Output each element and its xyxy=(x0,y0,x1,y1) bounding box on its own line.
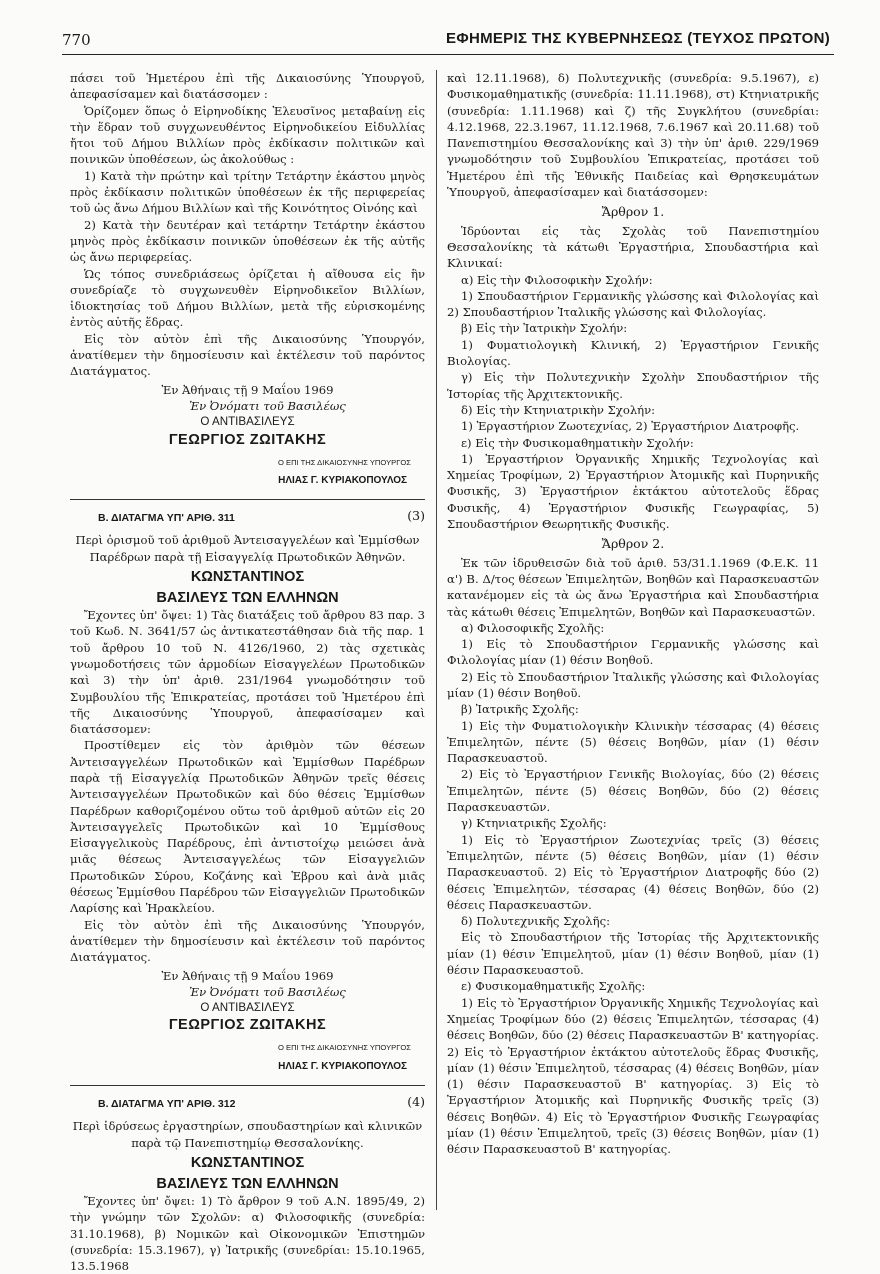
list-item: 1) Εἰς τὸ Ἐργαστήριον Ὀργανικῆς Χημικῆς Τεχνολογίας καὶ Χημείας Τροφίμων δύο (2) θέσεις Ἐπιμελητῶν, τέσσαρας (4) θέσεις Βοηθῶν, δύο (2) θέσεις Παρασκευαστῶν Β' κατηγορίας. 2) Εἰς τὸ Ἐργαστήριον ἐκτάκτου αὐτοτελοῦς ἕδρας Φυσικῆς, μίαν (1) θέσιν Ἐπιμελητοῦ, τέσσαρας (4) θέσεις Βοηθῶν, μίαν (1) θέσιν Παρασκευαστοῦ Β' κατηγορίας. 3) Εἰς τὸ Ἐργαστήριον Ἀτομικῆς καὶ Πυρηνικῆς Φυσικῆς τρεῖς (3) θέσεις Βοηθῶν. 4) Εἰς τὸ Ἐργαστήριον Φυσικῆς Γεωγραφίας μίαν (1) θέσιν Ἐπιμελητοῦ, τρεῖς (3) θέσεις Βοηθῶν, μίαν (1) θέσιν Παρασκευαστοῦ Β' κατηγορίας. xyxy=(447,995,819,1157)
list-item: α) Φιλοσοφικῆς Σχολῆς: xyxy=(461,620,605,635)
list-item: 1) Σπουδαστήριον Γερμανικῆς γλώσσης καὶ Φιλολογίας καὶ 2) Σπουδαστήριον Ἰταλικῆς γλώσσης καὶ Φιλολογίας. xyxy=(447,288,819,320)
list-item: 1) Ἐργαστήριον Ζωοτεχνίας, 2) Ἐργαστήριον Διατροφῆς. xyxy=(461,419,800,434)
paragraph: καὶ 12.11.1968), δ) Πολυτεχνικῆς (συνεδρία: 9.5.1967), ε) Φυσικομαθηματικῆς (συνεδρία: 11.11.1968), στ) Κτηνιατρικῆς (συνεδρία: 1.11.1968) καὶ ζ) τῆς Συγκλήτου (συνεδρίαι: 4.12.1968, 22.3.1967, 11.12.1968, 7.6.1967 καὶ 20.11.68) τοῦ Πανεπιστημίου Θεσσαλονίκης καὶ 3) τὴν ὑπ' ἀριθ. 229/1969 γνωμοδότησιν τοῦ Συμβουλίου Ἐπικρατείας, προτάσει τοῦ Ἡμετέρου ἐπὶ τῆς Ἐθνικῆς Παιδείας καὶ Θρησκευμάτων Ὑπουργοῦ, ἀπεφασίσαμεν καὶ διατάσσομεν: xyxy=(447,71,819,200)
paragraph: Ἔχοντες ὑπ' ὄψει: 1) Τὸ ἄρθρον 9 τοῦ Α.Ν. 1895/49, 2) τὴν γνώμην τῶν Σχολῶν: α) Φιλοσοφικῆς (συνεδρία: 31.10.1968), β) Νομικῶν καὶ Οἰκονομικῶν Ἐπιστημῶν (συνεδρία: 15.3.1967), γ) Ἰατρικῆς (συνεδρίαι: 15.10.1965, 13.5.1968 xyxy=(70,1193,425,1274)
decree-subject: Περὶ ὁρισμοῦ τοῦ ἀριθμοῦ Ἀντεισαγγελέων καὶ Ἐμμίσθων Παρέδρων παρὰ τῇ Εἰσαγγελίᾳ Πρωτοδικῶν Ἀθηνῶν. xyxy=(75,533,420,564)
decree-heading xyxy=(70,510,425,526)
vice-regent-title: Ο ΑΝΤΙΒΑΣΙΛΕΥΣ xyxy=(200,415,295,429)
article-title: Ἄρθρον 2. xyxy=(601,536,665,552)
list-item: δ) Εἰς τὴν Κτηνιατρικὴν Σχολήν: xyxy=(461,402,656,417)
in-name-of-king: Ἐν Ὀνόματι τοῦ Βασιλέως xyxy=(189,984,346,999)
king-title: ΒΑΣΙΛΕΥΣ ΤΩΝ ΕΛΛΗΝΩΝ xyxy=(156,1175,339,1192)
regent-signature: ΓΕΩΡΓΙΟΣ ΖΩΙΤΑΚΗΣ xyxy=(168,431,327,448)
paragraph: πάσει τοῦ Ἡμετέρου ἐπὶ τῆς Δικαιοσύνης Ὑπουργοῦ, ἀπεφασίσαμεν καὶ διατάσσομεν : xyxy=(70,71,425,102)
decree-title: Β. ΔΙΑΤΑΓΜΑ ΥΠ' ΑΡΙΘ. 312 xyxy=(98,1098,236,1111)
list-item: α) Εἰς τὴν Φιλοσοφικὴν Σχολήν: xyxy=(461,272,653,287)
gazette-title: ΕΦΗΜΕΡΙΣ ΤΗΣ ΚΥΒΕΡΝΗΣΕΩΣ (ΤΕΥΧΟΣ ΠΡΩΤΟΝ) xyxy=(446,30,830,47)
list-item: β) Ἰατρικῆς Σχολῆς: xyxy=(461,702,579,717)
decree-sequence-number: (4) xyxy=(407,1094,425,1110)
paragraph: Προστίθεμεν εἰς τὸν ἀριθμὸν τῶν θέσεων Ἀντεισαγγελέων Πρωτοδικῶν καὶ Ἐμμίσθων Παρέδρων παρὰ τῇ Εἰσαγγελίᾳ Πρωτοδικῶν Ἀθηνῶν τρεῖς θέσεις Ἀντεισαγγελέων Πρωτοδικῶν καὶ δύο θέσεις Ἐμμίσθων Παρέδρων καθοριζομένου οὕτω τοῦ ἀριθμοῦ αὐτῶν εἰς 20 Ἀντεισαγγελεῖς Πρωτοδικῶν καὶ 10 Ἐμμίσθους Εἰσαγγελικοὺς Παρέδρους, ἐπὶ ἀντιστοίχῳ μειώσει ἀνὰ μιᾶς θέσεως Ἀντεισαγγελέως τῶν Εἰσαγγελιῶν Πρωτοδικῶν Σύρου, Κοζάνης καὶ Ἑβρου καὶ ἀνὰ μιᾶς θέσεως Ἐμμίσθου Παρέδρου τῶν Εἰσαγγελιῶν Πρωτοδικῶν Λαρίσης καὶ Ἡρακλείου. xyxy=(70,738,425,916)
decree-date: Ἐν Ἀθήναις τῇ 9 Μαΐου 1969 xyxy=(161,382,334,397)
list-item: ε) Φυσικομαθηματικῆς Σχολῆς: xyxy=(461,979,646,994)
in-name-of-king: Ἐν Ὀνόματι τοῦ Βασιλέως xyxy=(189,398,346,413)
list-item: γ) Κτηνιατρικῆς Σχολῆς: xyxy=(461,816,607,831)
page-header xyxy=(62,28,834,55)
list-item: β) Εἰς τὴν Ἰατρικὴν Σχολήν: xyxy=(461,321,628,336)
list-item: Εἰς τὸ Σπουδαστήριον τῆς Ἱστορίας τῆς Ἀρχιτεκτονικῆς μίαν (1) θέσιν Ἐπιμελητοῦ, μίαν (1) θέσιν Βοηθοῦ, μίαν (1) θέσιν Παρασκευαστοῦ. xyxy=(447,930,819,978)
paragraph: 2) Κατὰ τὴν δευτέραν καὶ τετάρτην Τετάρτην ἑκάστου μηνὸς πρὸς ἐκδίκασιν ποινικῶν ὑποθέσεων ἐκ τῆς αὐτῆς ὡς ἄνω περιφερείας. xyxy=(70,217,425,265)
king-name: ΚΩΝΣΤΑΝΤΙΝΟΣ xyxy=(190,1154,305,1171)
decree-sequence-number: (3) xyxy=(407,508,425,524)
paragraph: Εἰς τὸν αὐτὸν ἐπὶ τῆς Δικαιοσύνης Ὑπουργόν, ἀνατίθεμεν τὴν δημοσίευσιν καὶ ἐκτέλεσιν τοῦ παρόντος Διατάγματος. xyxy=(70,917,425,965)
king-title: ΒΑΣΙΛΕΥΣ ΤΩΝ ΕΛΛΗΝΩΝ xyxy=(156,590,339,607)
vice-regent-title: Ο ΑΝΤΙΒΑΣΙΛΕΥΣ xyxy=(200,1001,295,1015)
list-item: γ) Εἰς τὴν Πολυτεχνικὴν Σχολὴν Σπουδαστήριον τῆς Ἱστορίας τῆς Ἀρχιτεκτονικῆς. xyxy=(447,370,819,401)
list-item: ε) Εἰς τὴν Φυσικομαθηματικὴν Σχολήν: xyxy=(461,435,694,450)
section-separator xyxy=(70,499,425,500)
list-item: 1) Εἰς τὴν Φυματιολογικὴν Κλινικὴν τέσσαρας (4) θέσεις Ἐπιμελητῶν, πέντε (5) θέσεις Βοηθῶν, μίαν (1) θέσιν Παρασκευαστοῦ. xyxy=(447,718,819,766)
list-item: δ) Πολυτεχνικῆς Σχολῆς: xyxy=(461,914,610,929)
page-number: 770 xyxy=(62,31,91,49)
list-item: 2) Εἰς τὸ Σπουδαστήριον Ἰταλικῆς γλώσσης καὶ Φιλολογίας μίαν (1) θέσιν Βοηθοῦ. xyxy=(447,669,819,700)
regent-signature: ΓΕΩΡΓΙΟΣ ΖΩΙΤΑΚΗΣ xyxy=(168,1017,327,1034)
decree-subject: Περὶ ἱδρύσεως ἐργαστηρίων, σπουδαστηρίων καὶ κλινικῶν παρὰ τῷ Πανεπιστημίῳ Θεσσαλονίκης. xyxy=(72,1119,423,1150)
minister-role: Ο ΕΠΙ ΤΗΣ ΔΙΚΑΙΟΣΥΝΗΣ ΥΠΟΥΡΓΟΣ xyxy=(277,1043,411,1053)
decree-title: Β. ΔΙΑΤΑΓΜΑ ΥΠ' ΑΡΙΘ. 311 xyxy=(98,512,235,525)
paragraph: Ἐκ τῶν ἱδρυθεισῶν διὰ τοῦ ἀριθ. 53/31.1.1969 (Φ.Ε.Κ. 11 α') Β. Δ/τος θέσεων Ἐπιμελητῶν, Βοηθῶν καὶ Παρασκευαστῶν κατανέμομεν εἰς τὰ ὡς ἄνω Ἐργαστήρια καὶ Σπουδαστήρια τὰς κάτωθι θέσεις Ἐπιμελητῶν, Βοηθῶν καὶ Παρασκευαστῶν. xyxy=(447,555,819,619)
minister-signature: ΗΛΙΑΣ Γ. ΚΥΡΙΑΚΟΠΟΥΛΟΣ xyxy=(278,474,407,486)
list-item: 1) Ἐργαστήριον Ὀργανικῆς Χημικῆς Τεχνολογίας καὶ Χημείας Τροφίμων, 2) Ἐργαστήριον Ἀτομικῆς καὶ Πυρηνικῆς Φυσικῆς, 3) Ἐργαστήριον ἐκτάκτου αὐτοτελοῦς ἕδρας Φυσικῆς, 4) Ἐργαστήριον Φυσικῆς Γεωγραφίας, 5) Σπουδαστήριον Θεωρητικῆς Φυσικῆς. xyxy=(447,451,819,532)
paragraph: Εἰς τὸν αὐτὸν ἐπὶ τῆς Δικαιοσύνης Ὑπουργόν, ἀνατίθεμεν τὴν δημοσίευσιν καὶ ἐκτέλεσιν τοῦ παρόντος Διατάγματος. xyxy=(70,331,425,379)
decree-heading xyxy=(70,1096,425,1112)
paragraph: 1) Κατὰ τὴν πρώτην καὶ τρίτην Τετάρτην ἑκάστου μηνὸς πρὸς ἐκδίκασιν πολιτικῶν ὑποθέσεων ἐκ τῆς περιφερείας τοῦ ὡς ἄνω Δήμου Βιλλίων καὶ τῆς Κοινότητος Οἰνόης καὶ xyxy=(70,168,425,216)
right-column xyxy=(447,70,819,1158)
list-item: 2) Εἰς τὸ Ἐργαστήριον Γενικῆς Βιολογίας, δύο (2) θέσεις Ἐπιμελητῶν, πέντε (5) θέσεις Βοηθῶν, δύο (2) θέσεις Παρασκευαστῶν. xyxy=(447,767,819,815)
list-item: 1) Εἰς τὸ Ἐργαστήριον Ζωοτεχνίας τρεῖς (3) θέσεις Ἐπιμελητῶν, πέντε (5) θέσεις Βοηθῶν, μίαν (1) θέσιν Παρασκευαστοῦ. 2) Εἰς τὸ Ἐργαστήριον Διατροφῆς δύο (2) θέσεις Ἐπιμελητῶν, τέσσαρας (4) θέσεις Βοηθῶν, δύο (2) θέσεις Παρασκευαστῶν. xyxy=(447,832,819,912)
column-divider xyxy=(436,70,437,1210)
paragraph: Ὁρίζομεν ὅπως ὁ Εἰρηνοδίκης Ἐλευσῖνος μεταβαίνῃ εἰς τὴν ἕδραν τοῦ συγχωνευθέντος Εἰρηνοδικείου Εἰδυλλίας ἤτοι τοῦ Δήμου Βιλλίων πρὸς ἐκδίκασιν πολιτικῶν καὶ ποινικῶν ὑποθέσεων, ὡς ἀκολούθως : xyxy=(70,103,425,167)
minister-signature: ΗΛΙΑΣ Γ. ΚΥΡΙΑΚΟΠΟΥΛΟΣ xyxy=(278,1060,407,1072)
section-separator xyxy=(70,1085,425,1086)
list-item: 1) Φυματιολογικὴ Κλινική, 2) Ἐργαστήριον Γενικῆς Βιολογίας. xyxy=(447,337,819,369)
paragraph: Ἱδρύονται εἰς τὰς Σχολὰς τοῦ Πανεπιστημίου Θεσσαλονίκης τὰ κάτωθι Ἐργαστήρια, Σπουδαστήρια καὶ Κλινικαί: xyxy=(447,223,819,271)
list-item: 1) Εἰς τὸ Σπουδαστήριον Γερμανικῆς γλώσσης καὶ Φιλολογίας μίαν (1) θέσιν Βοηθοῦ. xyxy=(447,637,819,668)
article-title: Ἄρθρον 1. xyxy=(601,204,665,220)
paragraph: Ἔχοντες ὑπ' ὄψει: 1) Τὰς διατάξεις τοῦ ἄρθρου 83 παρ. 3 τοῦ Κωδ. Ν. 3641/57 ὡς ἀντικατεστάθησαν διὰ τῆς παρ. 1 τοῦ ἄρθρου 10 τοῦ Ν. 4126/1960, 2) τὰς σχετικὰς γνωμοδοτήσεις τῶν ἁρμοδίων Εἰσαγγελέων Πρωτοδικῶν καὶ 3) τὴν ὑπ' ἀριθ. 231/1964 γνωμοδότησιν τοῦ Συμβουλίου τῆς Ἐπικρατείας, προτάσει τοῦ Ἡμετέρου ἐπὶ τῆς Δικαιοσύνης Ὑπουργοῦ, ἀπεφασίσαμεν καὶ διατάσσομεν: xyxy=(70,608,425,737)
minister-role: Ο ΕΠΙ ΤΗΣ ΔΙΚΑΙΟΣΥΝΗΣ ΥΠΟΥΡΓΟΣ xyxy=(277,457,411,467)
paragraph: Ὡς τόπος συνεδριάσεως ὁρίζεται ἡ αἴθουσα εἰς ἣν συνεδρίαζε τὸ συγχωνευθὲν Εἰρηνοδικεῖον Βιλλίων, ἰδιοκτησίας τοῦ Δήμου Βιλλίων, μετὰ τῆς εὑρισκομένης ἐντὸς αὐτῆς ἕδρας. xyxy=(70,266,425,330)
king-name: ΚΩΝΣΤΑΝΤΙΝΟΣ xyxy=(190,569,305,586)
decree-date: Ἐν Ἀθήναις τῇ 9 Μαΐου 1969 xyxy=(161,968,334,983)
left-column xyxy=(70,70,425,1274)
